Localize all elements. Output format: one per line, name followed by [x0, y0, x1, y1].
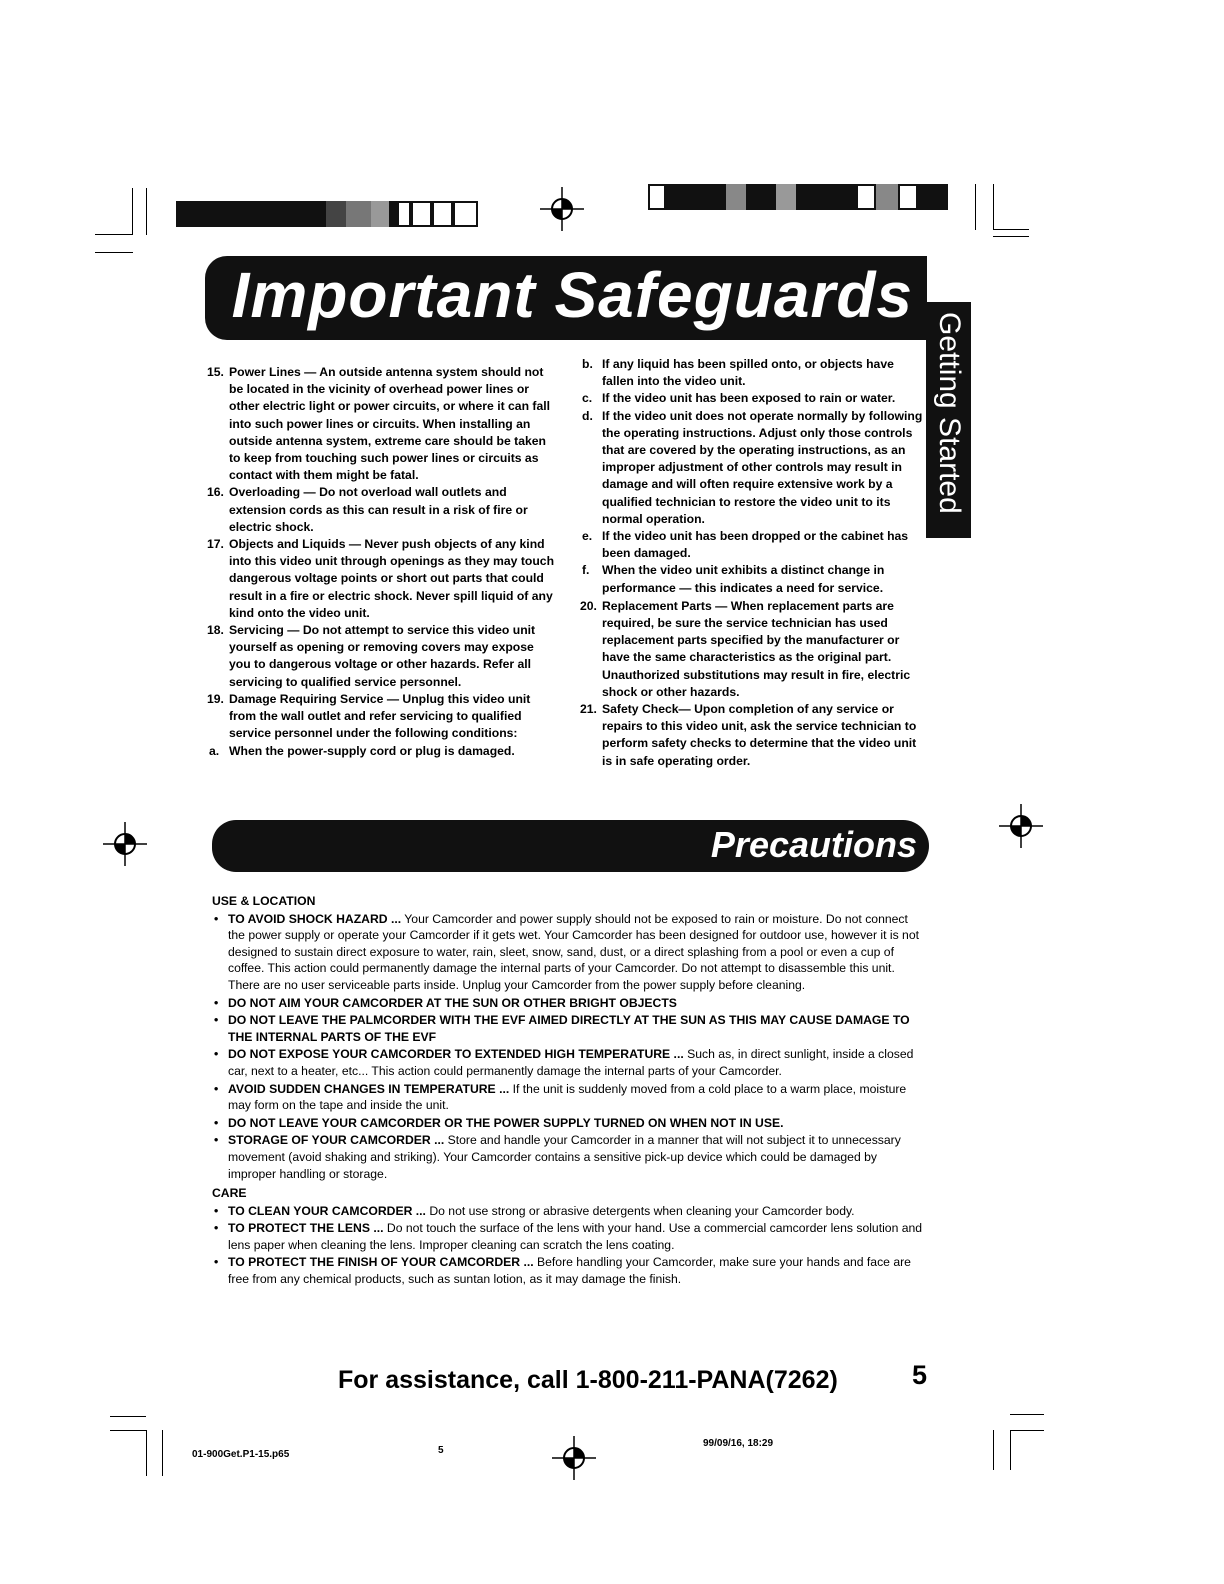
- safeguard-item-text: Safety Check— Upon completion of any service or repairs to this video unit, ask the service technician to perform safety checks to determine that the video unit is in safe operating order.: [602, 702, 917, 768]
- precaution-item: [212, 1081, 924, 1114]
- precaution-text: Do not use strong or abrasive detergents when cleaning your Camcorder body.: [425, 1203, 855, 1218]
- safeguard-item-number: 16.: [207, 485, 224, 500]
- bullet-icon: •: [214, 1221, 219, 1236]
- page-title: Important Safeguards: [231, 259, 913, 331]
- crop-mark: [993, 236, 1029, 237]
- registration-mark-icon: [552, 1436, 596, 1480]
- safeguard-subitem-text: When the video unit exhibits a distinct change in performance — this indicates a need for service.: [602, 563, 885, 595]
- precaution-lead: STORAGE OF YOUR CAMCORDER ...: [228, 1133, 445, 1148]
- bullet-icon: •: [214, 1047, 219, 1062]
- precaution-item: [212, 1012, 924, 1045]
- safeguards-right-column: [580, 356, 925, 770]
- safeguard-item-number: 18.: [207, 623, 224, 638]
- page-number: 5: [912, 1360, 928, 1390]
- precaution-text: Before handling your Camcorder, make sure your hands and face are free from any chemical products, such as suntan lotion, as it may damage the finish.: [228, 1255, 911, 1287]
- safeguard-subitem: [580, 390, 925, 407]
- precautions-body: [212, 893, 924, 1289]
- safeguard-item-text: Overloading — Do not overload wall outlets and extension cords as this can result in a risk of fire or electric shock.: [229, 485, 528, 534]
- crop-mark: [146, 1430, 147, 1476]
- safeguard-subitem-number: f.: [582, 563, 590, 578]
- crop-mark: [993, 184, 994, 230]
- precaution-lead: DO NOT AIM YOUR CAMCORDER AT THE SUN OR OTHER BRIGHT OBJECTS: [228, 995, 677, 1010]
- footer-file: 01-900Get.P1-15.p65: [192, 1449, 290, 1460]
- safeguard-subitem-text: If any liquid has been spilled onto, or objects have fallen into the video unit.: [602, 357, 894, 389]
- safeguard-subitem-number: d.: [582, 408, 593, 423]
- safeguard-subitem: [580, 528, 925, 562]
- section-tab-label: Getting Started: [933, 312, 966, 514]
- precaution-item: [212, 1220, 924, 1253]
- precaution-text: Do not touch the surface of the lens with your hand. Use a commercial camcorder lens solution and lens paper when cleaning the lens. Improper cleaning can scratch the lens coating.: [228, 1221, 923, 1252]
- crop-mark: [146, 188, 147, 235]
- precaution-text: Your Camcorder and power supply should not be exposed to rain or moisture. Do not connect the power supply or operate your Camcorder if it gets wet. Your Camcorder has been designed for outdoor use, however it is not designed to sustain direct exposure to water, rain, sleet, snow, sand, dust, or a direct splashing from a pool or even a cup of coffee. This action could permanently damage the internal parts of your Camcorder. Do not attempt to disassemble this unit. There are no user serviceable parts inside. Unplug your Camcorder from the power supply before cleaning.: [228, 911, 920, 992]
- safeguard-item: [207, 364, 557, 484]
- precaution-text: Store and handle your Camcorder in a manner that will not subject it to unnecessary movement (avoid shaking and striking). Your Camcorder contains a sensitive pick-up device which could be damaged by improper handling or storage.: [228, 1133, 901, 1181]
- precaution-item: [212, 1115, 924, 1132]
- precaution-lead: DO NOT LEAVE THE PALMCORDER WITH THE EVF AIMED DIRECTLY AT THE SUN AS THIS MAY CAUSE DAMAGE TO THE INTERNAL PARTS OF THE EVF: [228, 1013, 910, 1044]
- safeguard-item: [207, 484, 557, 536]
- bullet-icon: •: [214, 1081, 219, 1096]
- crop-mark: [95, 252, 133, 253]
- crop-mark: [975, 184, 976, 230]
- safeguard-item-number: 20.: [580, 598, 597, 613]
- safeguard-subitem: [580, 408, 925, 528]
- precaution-lead: TO PROTECT THE FINISH OF YOUR CAMCORDER ...: [228, 1255, 534, 1270]
- precaution-item: [212, 1254, 924, 1287]
- safeguard-subitem: [580, 356, 925, 390]
- precaution-lead: TO PROTECT THE LENS ...: [228, 1221, 384, 1236]
- crop-mark: [1010, 1430, 1044, 1431]
- precaution-lead: DO NOT LEAVE YOUR CAMCORDER OR THE POWER SUPPLY TURNED ON WHEN NOT IN USE.: [228, 1115, 784, 1130]
- color-bar-left: [176, 201, 478, 227]
- safeguard-subitem-text: If the video unit has been dropped or the cabinet has been damaged.: [602, 529, 909, 561]
- safeguard-item-text: Damage Requiring Service — Unplug this video unit from the wall outlet and refer servicing to qualified service personnel under the following conditions:: [229, 691, 531, 741]
- crop-mark: [95, 234, 133, 235]
- safeguard-subitem-text: If the video unit has been exposed to rain or water.: [602, 391, 896, 406]
- crop-mark: [132, 188, 133, 235]
- bullet-icon: •: [214, 1013, 219, 1028]
- color-bar-right: [648, 184, 948, 210]
- precaution-item: [212, 911, 924, 994]
- precaution-text: Such as, in direct sunlight, inside a closed car, next to a heater, etc... This action could permanently damage the internal parts of your Camcorder.: [228, 1047, 914, 1078]
- safeguard-item: [207, 691, 557, 743]
- crop-mark: [110, 1416, 146, 1417]
- safeguard-item-number: 15.: [207, 365, 224, 379]
- safeguard-item-number: 17.: [207, 537, 224, 552]
- use-location-heading: USE & LOCATION: [212, 894, 316, 908]
- safeguard-subitem-number: e.: [582, 529, 593, 544]
- precaution-lead: DO NOT EXPOSE YOUR CAMCORDER TO EXTENDED HIGH TEMPERATURE ...: [228, 1047, 684, 1062]
- registration-mark-icon: [103, 822, 147, 866]
- safeguard-item-number: 21.: [580, 702, 597, 717]
- safeguard-item: [580, 701, 925, 770]
- bullet-icon: •: [214, 911, 219, 926]
- precaution-item: [212, 995, 924, 1012]
- section-tab: [926, 302, 971, 538]
- safeguard-subitem: [207, 743, 557, 760]
- footer-timestamp: 99/09/16, 18:29: [703, 1438, 774, 1449]
- safeguard-item-text: Servicing — Do not attempt to service this video unit yourself as opening or removing covers may expose you to dangerous voltage or other hazards. Refer all servicing to qualified service personnel.: [229, 623, 536, 689]
- bullet-icon: •: [214, 1203, 219, 1218]
- precaution-item: [212, 1132, 924, 1182]
- crop-mark: [993, 229, 1029, 230]
- precaution-item: [212, 1046, 924, 1079]
- safeguard-item-text: Power Lines — An outside antenna system should not be located in the vicinity of overhead power lines or other electric light or power circuits, or where it can fall into such power lines or circuits. When installing an outside antenna system, extreme care should be taken to keep from touching such power lines or circuits as contact with them might be fatal.: [229, 365, 551, 483]
- crop-mark: [1010, 1430, 1011, 1470]
- precaution-lead: TO AVOID SHOCK HAZARD ...: [228, 911, 402, 926]
- bullet-icon: •: [214, 1133, 219, 1148]
- safeguard-item-number: 19.: [207, 691, 224, 706]
- safeguard-subitem-number: c.: [582, 391, 593, 406]
- precaution-lead: AVOID SUDDEN CHANGES IN TEMPERATURE ...: [228, 1081, 510, 1096]
- bullet-icon: •: [214, 995, 219, 1010]
- assistance-line: For assistance, call 1-800-211-PANA(7262): [338, 1366, 838, 1394]
- safeguard-item-text: Replacement Parts — When replacement parts are required, be sure the service technician has used replacement parts specified by the manufacturer or have the same characteristics as the original part. Unauthorized substitutions may result in fire, electric shock or other hazards.: [602, 598, 911, 699]
- crop-mark: [1010, 1414, 1044, 1415]
- precaution-item: [212, 1203, 924, 1220]
- safeguard-item: [207, 622, 557, 691]
- safeguard-subitem: [580, 562, 925, 596]
- crop-mark: [162, 1430, 163, 1476]
- precaution-lead: TO CLEAN YOUR CAMCORDER ...: [228, 1203, 426, 1218]
- footer-page: 5: [438, 1445, 444, 1456]
- crop-mark: [993, 1430, 994, 1470]
- registration-mark-icon: [540, 187, 584, 231]
- precaution-text: If the unit is suddenly moved from a cold place to a warm place, moisture may form on the tape and inside the unit.: [228, 1081, 907, 1113]
- safeguard-subitem-text: If the video unit does not operate normally by following the operating instructions. Adjust only those controls that are covered by the operating instructions, as an improper adjustment of other controls may result in damage and will often require extensive work by a qualified technician to restore the video unit to its normal operation.: [602, 408, 923, 526]
- registration-mark-icon: [999, 804, 1043, 848]
- safeguard-item: [580, 598, 925, 701]
- safeguard-subitem-number: a.: [209, 744, 220, 759]
- crop-mark: [110, 1430, 146, 1431]
- bullet-icon: •: [214, 1115, 219, 1130]
- safeguard-subitem-number: b.: [582, 357, 593, 371]
- safeguard-item-text: Objects and Liquids — Never push objects of any kind into this video unit through openings as they may touch dangerous voltage points or short out parts that could result in a fire or electric shock. Never spill liquid of any kind onto the video unit.: [229, 537, 555, 620]
- precautions-title: Precautions: [710, 824, 917, 865]
- care-heading: CARE: [212, 1186, 247, 1201]
- bullet-icon: •: [214, 1255, 219, 1270]
- safeguard-subitem-text: When the power-supply cord or plug is damaged.: [229, 744, 515, 759]
- precautions-banner: [212, 820, 929, 872]
- safeguards-left-column: [207, 364, 557, 761]
- title-banner: [205, 256, 927, 340]
- safeguard-item: [207, 536, 557, 622]
